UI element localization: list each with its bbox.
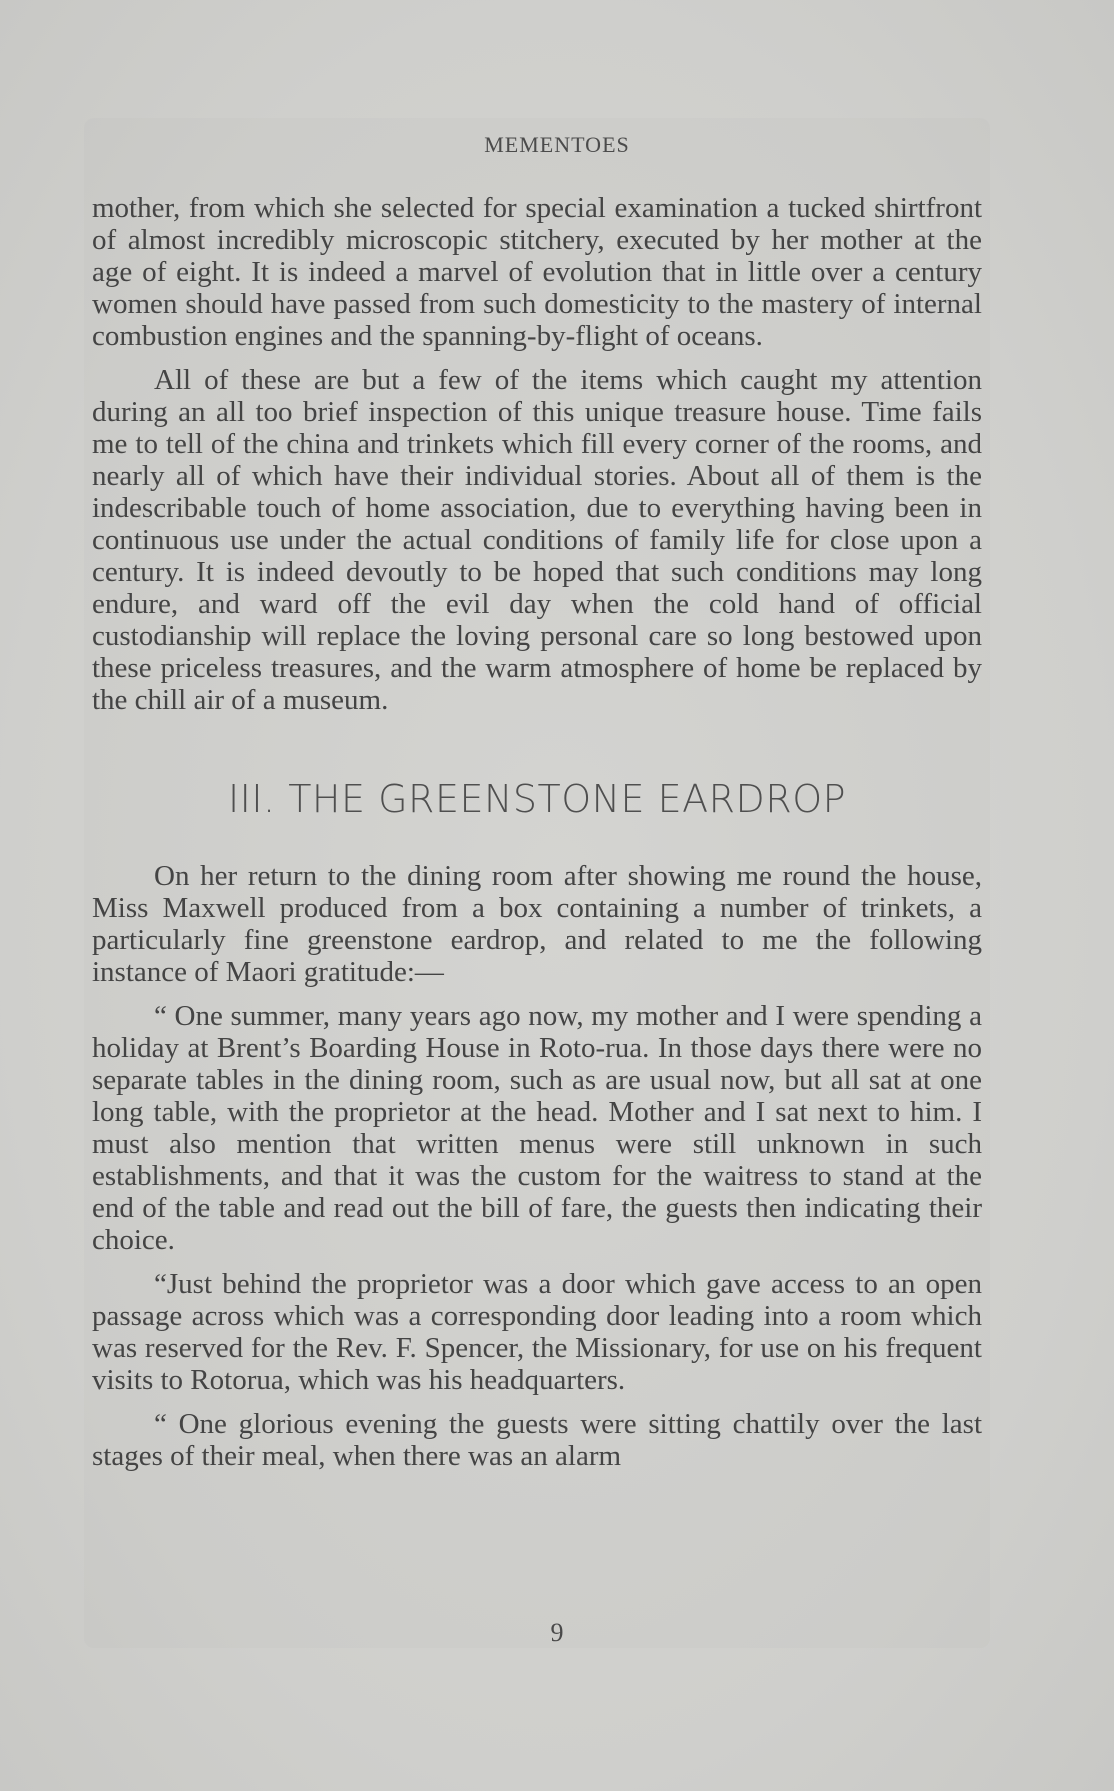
paragraph-4: “ One summer, many years ago now, my mother and I were spending a holiday at Brent’s Boarding House in Roto-rua. In those days there were no separate tables in the dining room, such as are usual now, but all sat at one long table, with the proprietor at the head. Mother and I sat next to him. I must also mention that written menus were still unknown in such establishments, and that it was the custom for the waitress to stand at the end of the table and read out the bill of fare, the guests then indicating their choice.	[92, 1000, 982, 1256]
page-content	[92, 192, 982, 1472]
paragraph-5: “Just behind the proprietor was a door which gave access to an open passage across which was a corresponding door leading into a room which was reserved for the Rev. F. Spencer, the Missionary, for use on his frequent visits to Rotorua, which was his headquarters.	[92, 1268, 982, 1396]
paragraph-6: “ One glorious evening the guests were sitting chattily over the last stages of their meal, when there was an alarm	[92, 1408, 982, 1472]
section-heading: III. THE GREENSTONE EARDROP	[227, 777, 847, 821]
running-head: MEMENTOES	[484, 132, 630, 157]
paragraph-3: On her return to the dining room after showing me round the house, Miss Maxwell produced from a box containing a number of trinkets, a particularly fine greenstone eardrop, and related to me the following instance of Maori gratitude:—	[92, 860, 982, 988]
page-number: 9	[550, 1618, 564, 1647]
paragraph-1: mother, from which she selected for special examination a tucked shirtfront of almost incredibly microscopic stitchery, executed by her mother at the age of eight. It is indeed a marvel of evolution that in little over a century women should have passed from such domesticity to the mastery of internal combustion engines and the spanning-by-flight of oceans.	[92, 192, 982, 352]
section-heading-wrapper	[92, 776, 982, 822]
paragraph-2: All of these are but a few of the items which caught my attention during an all too brief inspection of this unique treasure house. Time fails me to tell of the china and trinkets which fill every corner of the rooms, and nearly all of which have their individual stories. About all of them is the indescribable touch of home association, due to everything having been in continuous use under the actual conditions of family life for close upon a century. It is indeed devoutly to be hoped that such conditions may long endure, and ward off the evil day when the cold hand of official custodianship will replace the loving personal care so long bestowed upon these priceless treasures, and the warm atmosphere of home be replaced by the chill air of a museum.	[92, 364, 982, 716]
